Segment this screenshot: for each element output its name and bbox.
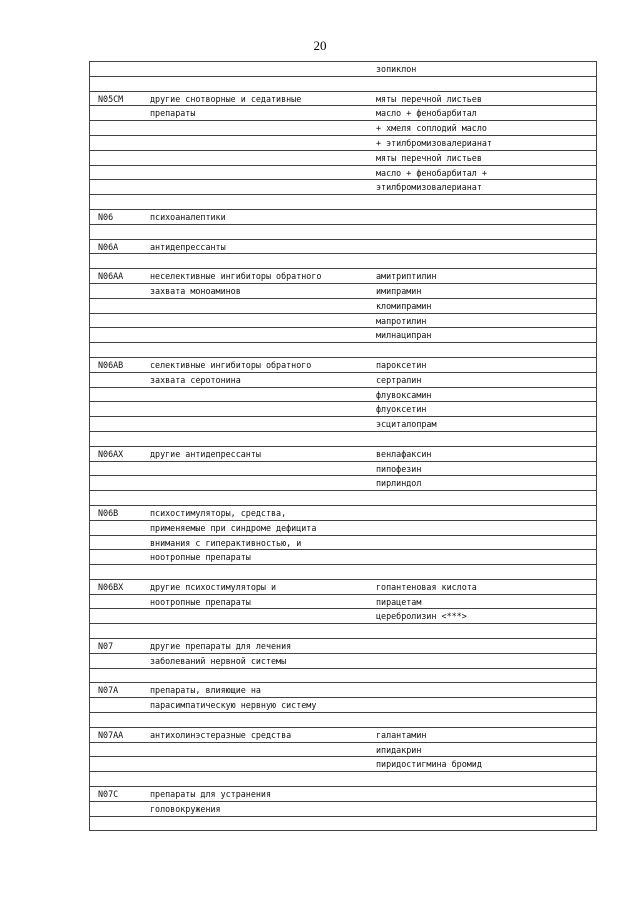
- table-row: [90, 62, 596, 77]
- group-name-cell: препараты для устранения: [150, 789, 272, 800]
- table-row: [90, 299, 596, 314]
- drug-name-cell: + этилбромизовалерианат: [376, 137, 492, 148]
- group-name-cell: селективные ингибиторы обратного: [150, 359, 312, 370]
- table-row: [90, 802, 596, 817]
- atc-code-cell: N07: [98, 641, 114, 652]
- table-row: [90, 506, 596, 521]
- table-row: [90, 565, 596, 580]
- table-row: [90, 580, 596, 595]
- drug-name-cell: церебролизин <***>: [376, 611, 467, 622]
- group-name-cell: другие психостимуляторы и: [150, 581, 277, 592]
- table-row: [90, 536, 596, 551]
- group-name-cell: другие снотворные и седативные: [150, 93, 302, 104]
- table-row: [90, 402, 596, 417]
- group-name-cell: препараты: [150, 108, 196, 119]
- group-name-cell: антихолинэстеразные средства: [150, 729, 292, 740]
- atc-code-cell: N06AA: [98, 271, 124, 282]
- group-name-cell: внимания с гиперактивностью, и: [150, 537, 302, 548]
- table-row: [90, 151, 596, 166]
- drug-name-cell: масло + фенобарбитал: [376, 108, 477, 119]
- group-name-cell: психостимуляторы, средства,: [150, 507, 287, 518]
- drug-name-cell: пиридостигмина бромид: [376, 759, 482, 770]
- atc-code-cell: N07AA: [98, 729, 124, 740]
- drug-classification-table: [89, 61, 597, 831]
- group-name-cell: парасимпатическую нервную систему: [150, 700, 317, 711]
- drug-name-cell: кломипрамин: [376, 300, 432, 311]
- drug-name-cell: флувоксамин: [376, 389, 432, 400]
- atc-code-cell: N06A: [98, 241, 119, 252]
- group-name-cell: психоаналептики: [150, 211, 226, 222]
- table-row: [90, 743, 596, 758]
- table-row: [90, 106, 596, 121]
- drug-name-cell: пирацетам: [376, 596, 422, 607]
- drug-name-cell: этилбромизовалерианат: [376, 182, 482, 193]
- group-name-cell: головокружения: [150, 803, 221, 814]
- drug-name-cell: галантамин: [376, 729, 427, 740]
- table-row: [90, 388, 596, 403]
- table-row: [90, 417, 596, 432]
- drug-name-cell: амитриптилин: [376, 271, 437, 282]
- table-row: [90, 210, 596, 225]
- atc-code-cell: N05CM: [98, 93, 124, 104]
- drug-name-cell: мяты перечной листьев: [376, 93, 482, 104]
- group-name-cell: препараты, влияющие на: [150, 685, 261, 696]
- group-name-cell: ноотропные препараты: [150, 596, 251, 607]
- table-row: [90, 343, 596, 358]
- table-row: [90, 225, 596, 240]
- table-row: [90, 328, 596, 343]
- group-name-cell: другие антидепрессанты: [150, 448, 261, 459]
- drug-name-cell: сертралин: [376, 374, 422, 385]
- drug-name-cell: гопантеновая кислота: [376, 581, 477, 592]
- drug-name-cell: эсциталопрам: [376, 419, 437, 430]
- table-row: [90, 698, 596, 713]
- table-row: [90, 373, 596, 388]
- group-name-cell: заболеваний нервной системы: [150, 655, 287, 666]
- table-row: [90, 314, 596, 329]
- table-row: [90, 521, 596, 536]
- table-row: [90, 92, 596, 107]
- drug-name-cell: + хмеля соплодий масло: [376, 123, 487, 134]
- table-row: [90, 284, 596, 299]
- table-row: [90, 772, 596, 787]
- table-row: [90, 683, 596, 698]
- table-row: [90, 77, 596, 92]
- table-row: [90, 166, 596, 181]
- drug-name-cell: венлафаксин: [376, 448, 432, 459]
- atc-code-cell: N06AB: [98, 359, 124, 370]
- table-row: [90, 447, 596, 462]
- table-row: [90, 624, 596, 639]
- group-name-cell: захвата моноаминов: [150, 285, 241, 296]
- drug-name-cell: пипофезин: [376, 463, 422, 474]
- table-row: [90, 254, 596, 269]
- atc-code-cell: N06BX: [98, 581, 124, 592]
- table-row: [90, 195, 596, 210]
- group-name-cell: применяемые при синдроме дефицита: [150, 522, 317, 533]
- drug-name-cell: имипрамин: [376, 285, 422, 296]
- page-number: 20: [313, 38, 327, 53]
- group-name-cell: ноотропные препараты: [150, 552, 251, 563]
- drug-name-cell: мяты перечной листьев: [376, 152, 482, 163]
- group-name-cell: антидепрессанты: [150, 241, 226, 252]
- table-row: [90, 669, 596, 684]
- table-row: [90, 491, 596, 506]
- table-row: [90, 787, 596, 802]
- drug-name-cell: милнаципран: [376, 330, 432, 341]
- table-row: [90, 595, 596, 610]
- drug-name-cell: пароксетин: [376, 359, 427, 370]
- table-row: [90, 121, 596, 136]
- drug-name-cell: мапротилин: [376, 315, 427, 326]
- table-row: [90, 639, 596, 654]
- table-row: [90, 550, 596, 565]
- table-row: [90, 136, 596, 151]
- table-row: [90, 728, 596, 743]
- atc-code-cell: N06: [98, 211, 114, 222]
- table-row: [90, 180, 596, 195]
- table-row: [90, 240, 596, 255]
- drug-name-cell: флуоксетин: [376, 404, 427, 415]
- drug-name-cell: масло + фенобарбитал +: [376, 167, 487, 178]
- table-row: [90, 462, 596, 477]
- table-row: [90, 757, 596, 772]
- table-row: [90, 358, 596, 373]
- drug-name-cell: ипидакрин: [376, 744, 422, 755]
- table-row: [90, 432, 596, 447]
- atc-code-cell: N06B: [98, 507, 119, 518]
- table-row: [90, 654, 596, 669]
- group-name-cell: другие препараты для лечения: [150, 641, 292, 652]
- group-name-cell: захвата серотонина: [150, 374, 241, 385]
- atc-code-cell: N07A: [98, 685, 119, 696]
- table-row: [90, 817, 596, 832]
- table-row: [90, 476, 596, 491]
- atc-code-cell: N06AX: [98, 448, 124, 459]
- group-name-cell: неселективные ингибиторы обратного: [150, 271, 322, 282]
- table-row: [90, 713, 596, 728]
- table-row: [90, 269, 596, 284]
- table-row: [90, 609, 596, 624]
- drug-name-cell: пирлиндол: [376, 478, 422, 489]
- drug-name-cell: зопиклон: [376, 64, 417, 74]
- atc-code-cell: N07C: [98, 789, 119, 800]
